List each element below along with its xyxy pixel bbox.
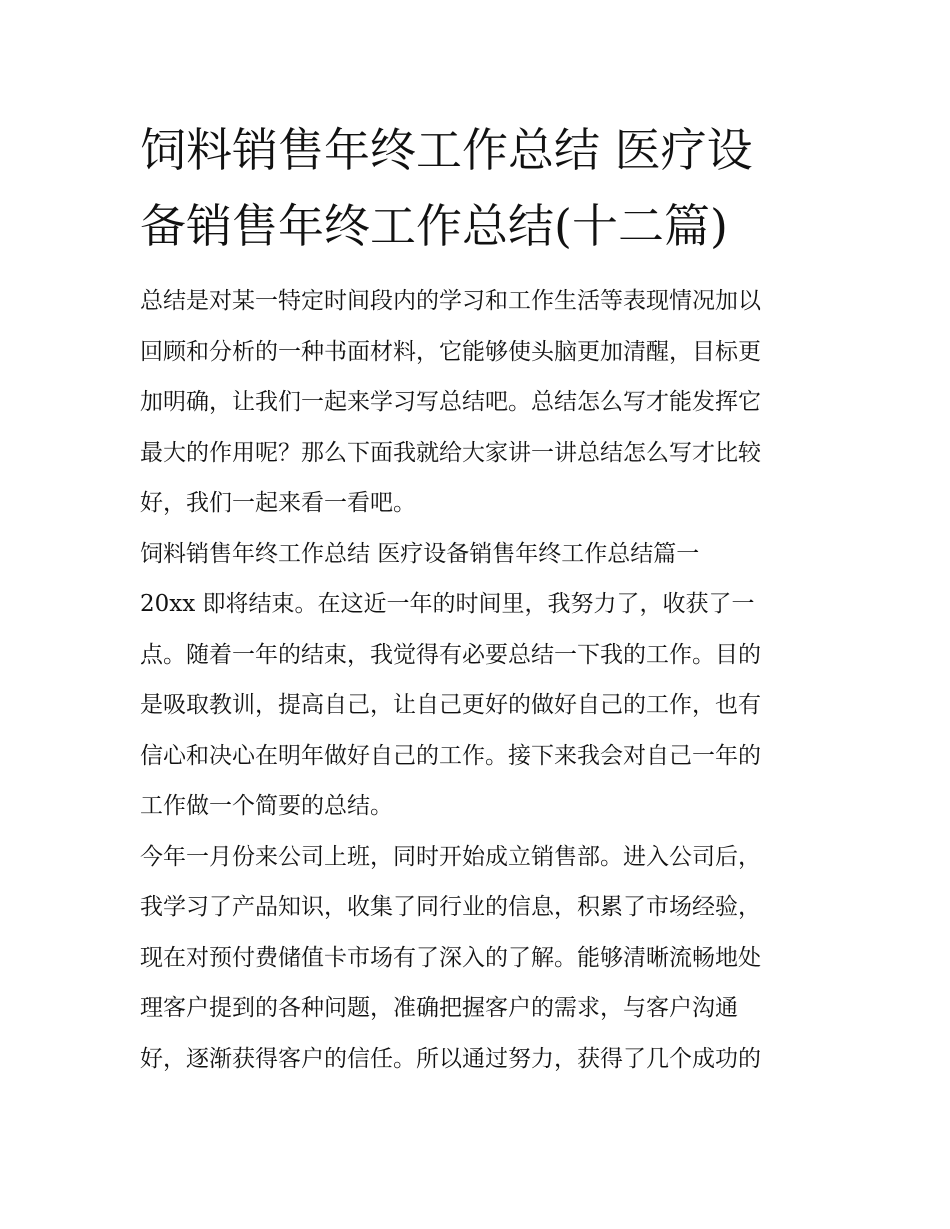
text-line: 回顾和分析的一种书面材料，它能够使头脑更加清醒，目标更 [140,338,761,365]
text-line: 现在对预付费储值卡市场有了深入的了解。能够清晰流畅地处 [140,944,761,971]
text-line: 工作做一个简要的总结。 [140,793,393,819]
section-heading: 饲料销售年终工作总结 医疗设备销售年终工作总结篇一 [140,540,700,567]
document-body [140,276,830,1084]
text-line: 是吸取教训，提高自己，让自己更好的做好自己的工作，也有 [140,692,761,718]
text-line: 我学习了产品知识，收集了同行业的信息，积累了市场经验， [140,894,761,920]
document-title [140,112,820,264]
text-line: 点。随着一年的结束，我觉得有必要总结一下我的工作。目的 [140,641,761,668]
text-line: 理客户提到的各种问题，准确把握客户的需求，与客户沟通 [140,995,738,1021]
text-line: 加明确，让我们一起来学习写总结吧。总结怎么写才能发挥它 [140,389,761,415]
text-line: 今年一月份来公司上班，同时开始成立销售部。进入公司后， [140,843,761,870]
title-line: 备销售年终工作总结(十二篇) [140,199,728,253]
text-line: 最大的作用呢？那么下面我就给大家讲一讲总结怎么写才比较 [140,439,761,466]
text-line: 20xx 即将结束。在这近一年的时间里，我努力了，收获了一 [140,591,755,617]
text-line: 总结是对某一特定时间段内的学习和工作生活等表现情况加以 [140,288,761,314]
text-line: 信心和决心在明年做好自己的工作。接下来我会对自己一年的 [140,742,761,769]
text-line: 好，我们一起来看一看吧。 [140,490,416,516]
text-line: 好，逐渐获得客户的信任。所以通过努力，获得了几个成功的 [140,1045,761,1072]
title-line: 饲料销售年终工作总结 医疗设 [140,123,753,177]
